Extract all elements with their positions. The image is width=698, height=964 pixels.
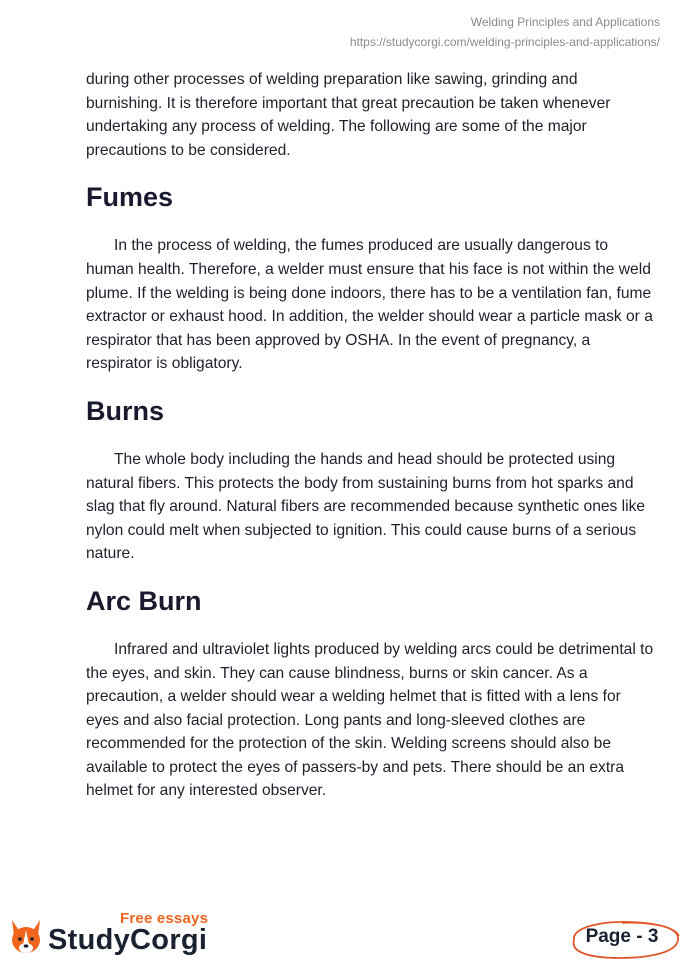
paragraph-burns: The whole body including the hands and head should be protected using natural fibers. This protects the body from sustaining burns from hot sparks and slag that fly around. Natural fibers are recommended because synthetic ones like nylon could melt when subjected to ignition. This could cause burns of a serious nature.: [86, 450, 646, 563]
paragraph-fumes: In the process of welding, the fumes produced are usually dangerous to human health. Therefore, a welder must ensure that his face is not within the weld plume. If the welding is being done indoors, there has to be a ventilation fan, fume extractor or exhaust hood. In addition, the welder should wear a particle mask or a respirator that has been approved by OSHA. In the event of pregnancy, a respirator is obligatory.: [86, 237, 653, 373]
corgi-icon: [8, 916, 44, 956]
logo-tagline: Free essays: [120, 910, 209, 927]
studycorgi-logo[interactable]: [8, 908, 228, 958]
document-url[interactable]: https://studycorgi.com/welding-principles-and-applications/: [349, 35, 660, 49]
paragraph-arc-burn: Infrared and ultraviolet lights produced by welding arcs could be detrimental to the eyes, and skin. They can cause blindness, burns or skin cancer. As a precaution, a welder should wear a welding helmet that is fitted with a lens for eyes and also facial protection. Long pants and long-sleeved clothes are recommended for the protection of the skin. Welding screens should also be available to protect the eyes of passers-by and pets. There should be an extra helmet for any interested observer.: [86, 640, 654, 800]
page-number: Page - 3: [585, 926, 659, 947]
logo-name: StudyCorgi: [48, 924, 208, 956]
intro-paragraph: during other processes of welding preparation like sawing, grinding and burnishing. It is therefore important that great precaution be taken whenever undertaking any process of welding. The following are some of the major precautions to be considered.: [86, 71, 611, 159]
heading-burns: Burns: [86, 395, 165, 426]
main-content: [86, 68, 656, 803]
page-header: [350, 12, 660, 52]
heading-fumes: Fumes: [86, 182, 174, 213]
page-number-badge: [566, 918, 682, 962]
heading-arc-burn: Arc Burn: [86, 585, 202, 616]
document-title: Welding Principles and Applications: [470, 15, 660, 29]
